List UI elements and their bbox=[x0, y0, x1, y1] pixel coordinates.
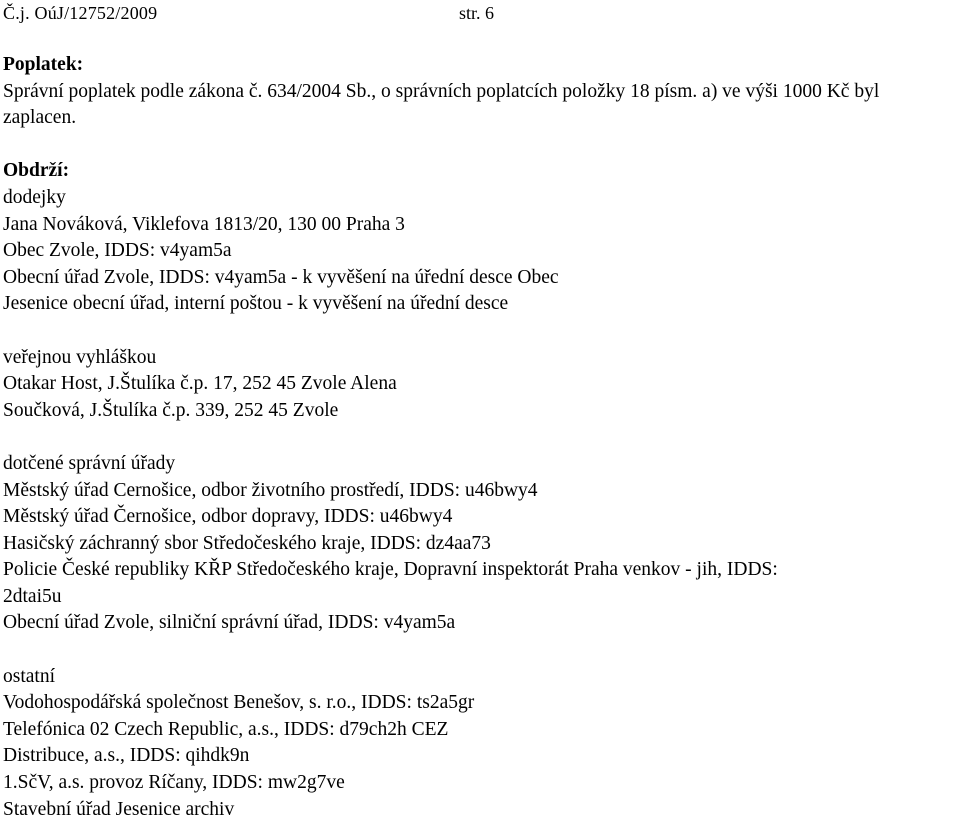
recipients-heading: Obdrží: bbox=[3, 160, 70, 182]
recipient-line: 2dtai5u bbox=[3, 585, 62, 607]
spacer bbox=[3, 637, 953, 664]
recipient-line: Městský úřad Černošice, odbor dopravy, IDDS: u46bwy4 bbox=[3, 506, 453, 528]
urady-label: dotčené správní úřady bbox=[3, 452, 176, 474]
page-number: str. 6 bbox=[459, 3, 495, 23]
recipient-line: Stavební úřad Jesenice archiv bbox=[3, 798, 235, 820]
spacer bbox=[3, 318, 953, 345]
spacer bbox=[3, 424, 953, 451]
fee-heading: Poplatek: bbox=[3, 54, 84, 75]
document-reference-number: Č.j. OúJ/12752/2009 bbox=[3, 3, 158, 23]
recipient-line: Obecní úřad Zvole, silniční správní úřad, IDDS: v4yam5a bbox=[3, 612, 456, 634]
recipient-line: Součková, J.Štulíka č.p. 339, 252 45 Zvole bbox=[3, 399, 339, 421]
recipient-line: Vodohospodářská společnost Benešov, s. r.o., IDDS: ts2a5gr bbox=[3, 692, 475, 714]
ostatni-label: ostatní bbox=[3, 665, 55, 687]
recipient-line: Jesenice obecní úřad, interní poštou - k vyvěšení na úřední desce bbox=[3, 293, 509, 315]
page-header bbox=[3, 0, 495, 26]
recipient-line: Jana Nováková, Viklefova 1813/20, 130 00 Praha 3 bbox=[3, 213, 405, 235]
recipient-line: Telefónica 02 Czech Republic, a.s., IDDS: d79ch2h CEZ bbox=[3, 718, 449, 740]
spacer bbox=[3, 132, 953, 159]
recipient-line: Městský úřad Cernošice, odbor životního prostředí, IDDS: u46bwy4 bbox=[3, 479, 538, 501]
recipient-line: 1.SčV, a.s. provoz Ríčany, IDDS: mw2g7ve bbox=[3, 772, 345, 794]
recipient-line: Hasičský záchranný sbor Středočeského kraje, IDDS: dz4aa73 bbox=[3, 532, 491, 554]
dodejky-label: dodejky bbox=[3, 186, 66, 208]
recipient-line: Otakar Host, J.Štulíka č.p. 17, 252 45 Zvole Alena bbox=[3, 373, 397, 395]
document-body bbox=[3, 52, 953, 823]
recipient-line: Distribuce, a.s., IDDS: qihdk9n bbox=[3, 745, 250, 767]
fee-text: Správní poplatek podle zákona č. 634/2004 Sb., o správních poplatcích položky 18 písm. a) ve výši 1000 Kč byl zaplacen. bbox=[3, 80, 880, 129]
recipient-line: Obecní úřad Zvole, IDDS: v4yam5a - k vyvěšení na úřední desce Obec bbox=[3, 266, 559, 288]
recipient-line: Obec Zvole, IDDS: v4yam5a bbox=[3, 240, 232, 262]
recipient-line: Policie České republiky KŘP Středočeského kraje, Dopravní inspektorát Praha venkov - jih, IDDS: bbox=[3, 559, 778, 581]
vyhlaskou-label: veřejnou vyhláškou bbox=[3, 346, 157, 368]
